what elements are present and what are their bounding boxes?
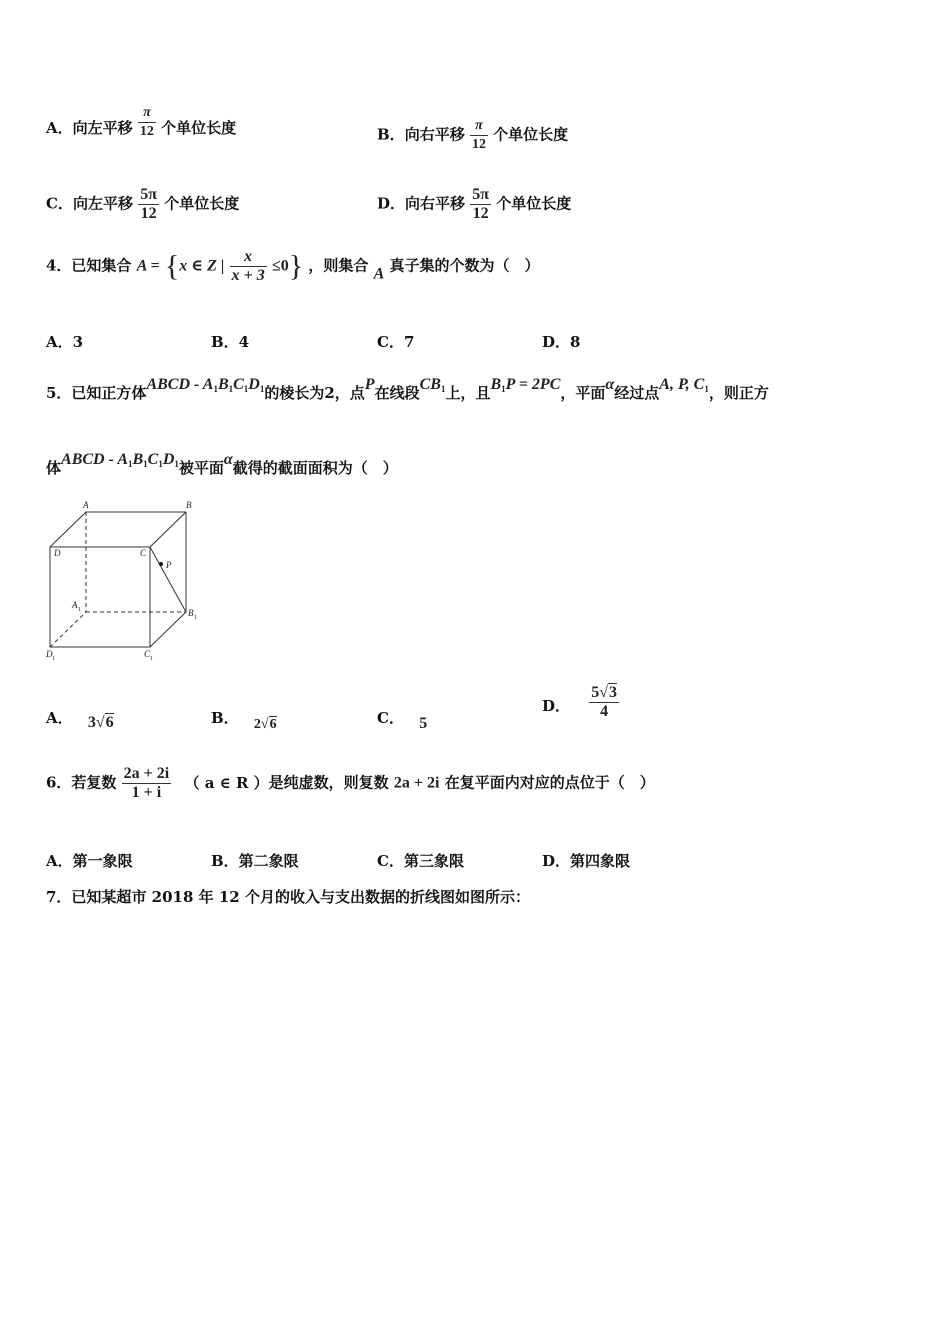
q5-equation: $B_1P = 2PC$ — [490, 376, 561, 394]
q3-d-fraction: $\frac{5\pi}{12}$ — [472, 186, 490, 222]
label-a: A — [83, 500, 89, 510]
q5-option-c: C． 5 — [377, 709, 428, 732]
q5-cube-name-2: ABCD - $A_1B_1C_1D_1$ — [61, 451, 179, 469]
label-p: P — [166, 560, 172, 570]
q3-a-fraction: $\frac{\pi}{12}$ — [139, 104, 154, 139]
q3-b-fraction: $\frac{\pi}{12}$ — [471, 118, 486, 152]
svg-text:1: 1 — [78, 607, 81, 613]
q5-stem-line2: 体ABCD - $A_1B_1C_1D_1$被平面α截得的截面面积为（ ） — [46, 451, 398, 477]
q4-stem: 4．已知集合 A = {x ∈ Z | $\frac{x}{x + 3}$ ≤0} ，则集合 A 真子集的个数为（ ） — [46, 248, 540, 284]
edge-cb — [150, 512, 186, 547]
label-d1: D — [46, 649, 53, 659]
q4-option-d: D．8 — [542, 333, 581, 351]
q3-option-d: D．向右平移 $\frac{5\pi}{12}$ 个单位长度 — [377, 186, 572, 222]
label-b: B — [186, 500, 192, 510]
q5-option-b: B． 2√6 — [211, 709, 277, 732]
label-d: D — [54, 548, 61, 558]
q4-option-b: B．4 — [211, 333, 250, 351]
q5-stem-line1: 5．已知正方体ABCD - $A_1B_1C_1D_1$的棱长为2，点P在线段$CB_1$上，且$B_1P = 2PC$，平面α经过点A, P, $C_1$，则正方 — [46, 376, 769, 402]
hidden-edge-d1a1 — [50, 612, 86, 647]
q6-option-a: A．第一象限 — [46, 852, 133, 870]
edge-c1b1 — [150, 612, 186, 647]
q6-stem: 6．若复数 $\frac{2a + 2i}{1 + i}$ （ a ∈ R ）是纯虚数，则复数 2a + 2i 在复平面内对应的点位于（ ） — [46, 765, 655, 801]
edge-da — [50, 512, 86, 547]
q7-stem: 7．已知某超市 2018 年 12 个月的收入与支出数据的折线图如图所示： — [46, 888, 530, 906]
q4-fraction: $\frac{x}{x + 3}$ — [231, 248, 265, 284]
q5-cube-name: ABCD - $A_1B_1C_1D_1$ — [146, 376, 265, 394]
label-a1: A — [72, 600, 78, 610]
q3-c-fraction: $\frac{5\pi}{12}$ — [140, 186, 157, 222]
q6-option-b: B．第二象限 — [211, 852, 299, 870]
q5-d-fraction: $\frac{5√3}{4}$ — [591, 684, 618, 720]
q6-option-c: C．第三象限 — [377, 852, 464, 870]
left-brace: { — [164, 249, 180, 283]
q3-option-b: B．向右平移 $\frac{\pi}{12}$ 个单位长度 — [377, 118, 569, 152]
q4-option-c: C．7 — [377, 333, 415, 351]
svg-text:1: 1 — [194, 615, 197, 621]
label-b1: B — [188, 608, 194, 618]
point-p — [159, 562, 163, 566]
svg-text:1: 1 — [52, 656, 55, 662]
q6-option-d: D．第四象限 — [542, 852, 631, 870]
cube-figure — [40, 496, 210, 666]
q5-option-d: D． $\frac{5√3}{4}$ — [542, 684, 618, 720]
segment-cb1 — [150, 547, 186, 612]
svg-text:1: 1 — [150, 656, 153, 662]
q3-option-c: C．向左平移 $\frac{5\pi}{12}$ 个单位长度 — [46, 186, 240, 222]
q4-option-a: A．3 — [46, 333, 84, 351]
q5-points: A, P, $C_1$ — [659, 376, 709, 394]
q6-fraction: $\frac{2a + 2i}{1 + i}$ — [123, 765, 170, 801]
right-brace: } — [288, 249, 304, 283]
label-c: C — [140, 548, 147, 558]
label-c1: C — [144, 649, 151, 659]
q5-option-a: A． 3√6 — [46, 709, 114, 731]
q5-segment: $CB_1$ — [419, 376, 446, 394]
q3-option-a: A．向左平移 $\frac{\pi}{12}$ 个单位长度 — [46, 104, 237, 139]
